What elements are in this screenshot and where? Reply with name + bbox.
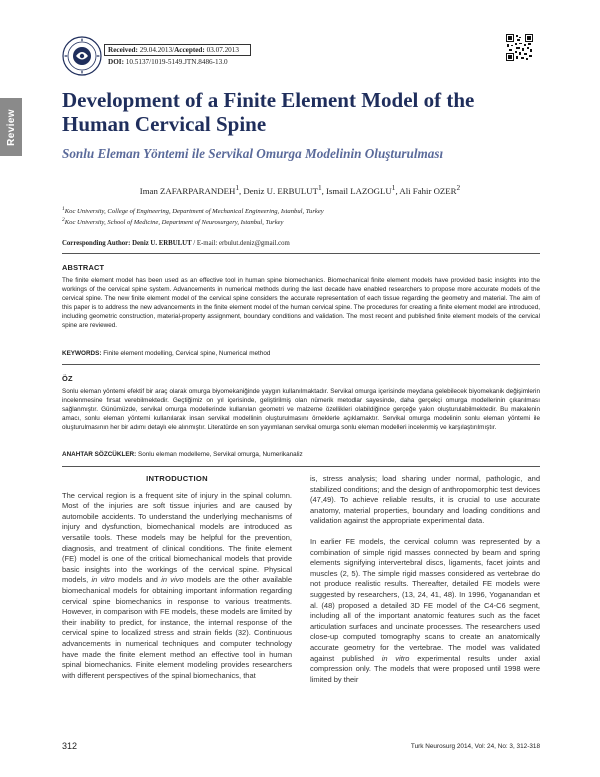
page-number: 312 [62,741,78,751]
society-seal-icon [62,36,102,76]
accepted-date: 03.07.2013 [206,46,239,54]
accepted-label: Accepted: [174,46,205,54]
received-label: Received: [108,46,138,54]
author-affiliation-mark: 2 [456,183,461,192]
doi-line [108,58,228,66]
divider [62,364,540,365]
affiliation-list [62,205,542,227]
keywords-label: KEYWORDS: [62,350,102,357]
body-text: The cervical region is a frequent site of injury in the spinal column. Most of the injuries are soft tissue injuries and are caused by automobile accidents. To understand the underlying mechanisms of injury and dysfunction, biomechanical models are introduced as versatile tools. These models may be helpful for the prevention, diagnosis, and treatment of clinical conditions. The finite element (FE) model is one of the critical biomechanical models that provide basic insights into the workings of the cervical spine. Physical models, [62,490,292,585]
abstract-heading: ABSTRACT [62,263,105,272]
oz-keywords-label: ANAHTAR SÖZCÜKLER: [62,451,137,458]
body-text: models are the other available biomechanical models for obtaining important information regarding cervical spine biomechanics in response to various treatments. However, in comparison with FE models, these models are limited by their inability to predict, for instance, the internal response of the cervical spine to localized stress and strain fields (32). Continuous advancements in numerical techniques and computer technology have made the finite element method an effective tool in human spinal biomechanics. Finite element modeling provides researchers with different perspectives of the spinal biomechanics, that [62,575,293,680]
body-paragraph [310,537,540,685]
affiliation-item [62,205,542,216]
author-affiliation-mark: 1 [391,183,396,192]
author-name: Ali Fahir OZER [399,185,457,196]
body-column-left [62,474,292,681]
corresponding-label: Corresponding Author: [62,240,131,247]
body-paragraph [62,491,292,682]
paragraph-gap [310,527,540,537]
author-affiliation-mark: 1 [235,183,240,192]
body-text: experimental results under axial compression only. The models that were proposed until 1998 were limited by their [310,653,540,684]
affiliation-text: Koc University, School of Medicine, Department of Neurosurgery, Istanbul, Turkey [64,219,284,227]
introduction-heading: INTRODUCTION [146,474,208,483]
corresponding-name: Deniz U. ERBULUT [132,240,192,247]
oz-heading: ÖZ [62,374,73,383]
affiliation-mark: 1 [62,206,65,212]
keywords-line [62,350,540,357]
email-label: / E-mail: [191,240,219,247]
qr-code-icon [506,34,533,61]
body-paragraph: is, stress analysis; load sharing under normal, pathologic, and stabilized conditions; and the design of anthropomorphic test devices (47,49). To achieve reliable results, it is crucial to use accurate anatomy, material properties, boundary and loading conditions and validation against the appropriate experimental data. [310,474,540,526]
author-affiliation-mark: 1 [317,183,322,192]
divider [62,466,540,467]
article-title: Development of a Finite Element Model of the Human Cervical Spine [62,88,475,136]
received-accepted-bar [104,44,251,56]
corresponding-author-line [62,240,542,247]
affiliation-text: Koc University, College of Engineering, Department of Mechanical Engineering, Istanbul, Turkey [64,208,324,216]
author-name: Ismail LAZOGLU [326,185,392,196]
received-date: 29.04.2013 [139,46,173,54]
abstract-body: The finite element model has been used as an effective tool in human spine biomechanics. Biomechanical finite element models have provided basic insights into the workings of the cervical spine system. Advancements in numerical methods during the last decade have enabled researchers to propose more accurate models of the cervical spine. The new finite element model of the cervical spine considers the accurate representation of each tissue regarding the geometry and material. The aim of this paper is to address the new advancements in the finite element model of the human cervical spine. The procedures for creating a finite element model are introduced, including geometric construction, material-property assignment, boundary conditions and validation. The most recent and published finite element models of the cervical spine are reviewed. [62,277,540,330]
oz-body: Sonlu eleman yöntemi efektif bir araç olarak omurga biyomekaniğinde yaygın kullanılmaktadır. Servikal omurga içerisinde meydana gelebilecek biyomekanik değişimlerin incelenmesine fırsat verebilmektedir. Geçtiğimiz on yıl içerisinde, geliştirilmiş olan nümerik metodlar sayesinde, daha gerçekçi omurga modellerinin çıkarılması sağlanmıştır. Günümüzde, servikal omurga modellerinde kullanılan geometri ve malzeme özellikleri olabildiğince gerçeğe yakın oluşturulabilmektedir. Bu makalenin amacı, sonlu eleman yöntemi kullanılarak insan servikal modellinin oluşturulmasını örneklerle açıklamaktır. Servikal omurga modelinin sonlu eleman yöntemi ile oluşturulmasının her bir adımı detaylı ele alınmıştır. Literatürde en son yayımlanan servikal omurga sonlu eleman modelleri incelenmiş ve karşılaştırılmıştır. [62,388,540,432]
oz-keywords-text: Sonlu eleman modelleme, Servikal omurga, Numerikanaliz [136,451,303,458]
journal-citation: Turk Neurosurg 2014, Vol: 24, No: 3, 312-318 [410,743,540,750]
date-separator: / [172,46,175,54]
section-type-label: Review [5,108,17,146]
body-text: models and [114,575,162,585]
article-subtitle: Sonlu Eleman Yöntemi ile Servikal Omurga Modelinin Oluşturulması [62,146,444,161]
doi-value[interactable]: 10.5137/1019-5149.JTN.8486-13.0 [125,58,228,66]
author-list: Iman ZAFARPARANDEH$^1$, Deniz U. ERBULUT$^1$, Ismail LAZOGLU$^1$, Ali Fahir OZER$^2$ [139,183,461,196]
divider [62,253,540,254]
author-name: Iman ZAFARPARANDEH [139,185,236,196]
body-column-right [310,474,540,685]
section-type-tab [0,98,22,156]
affiliation-item [62,216,542,227]
body-text: In earlier FE models, the cervical column was represented by a combination of simple rigid masses connected by beam and spring elements signifying intervertebral discs, ligaments, facet joints and muscles (2, 5). The simple rigid masses considered as vertebrae do not produce realistic results. Thereafter, detailed FE models were suggested by researchers, (13, 24, 41, 48). In 1996, Yoganandan et al. (48) proposed a detailed 3D FE model of the C4-C6 segment, including all of the important anatomic features such as the facet articulation surfaces and uncinate processes. The researchers used close-up computed tomography scans to create an anatomically accurate geometry for the vertebrae. The model was validated against published [310,536,540,663]
keywords-text: Finite element modelling, Cervical spine, Numerical method [101,350,271,357]
doi-label: DOI: [108,58,124,66]
author-name: Deniz U. ERBULUT [243,185,318,196]
body-italic: in vitro [91,575,115,585]
email-link[interactable]: erbulut.deniz@gmail.com [218,240,290,247]
body-italic: in vivo [161,575,184,585]
body-italic: in vitro [381,653,410,663]
affiliation-mark: 2 [62,217,65,224]
oz-keywords-line [62,451,540,458]
